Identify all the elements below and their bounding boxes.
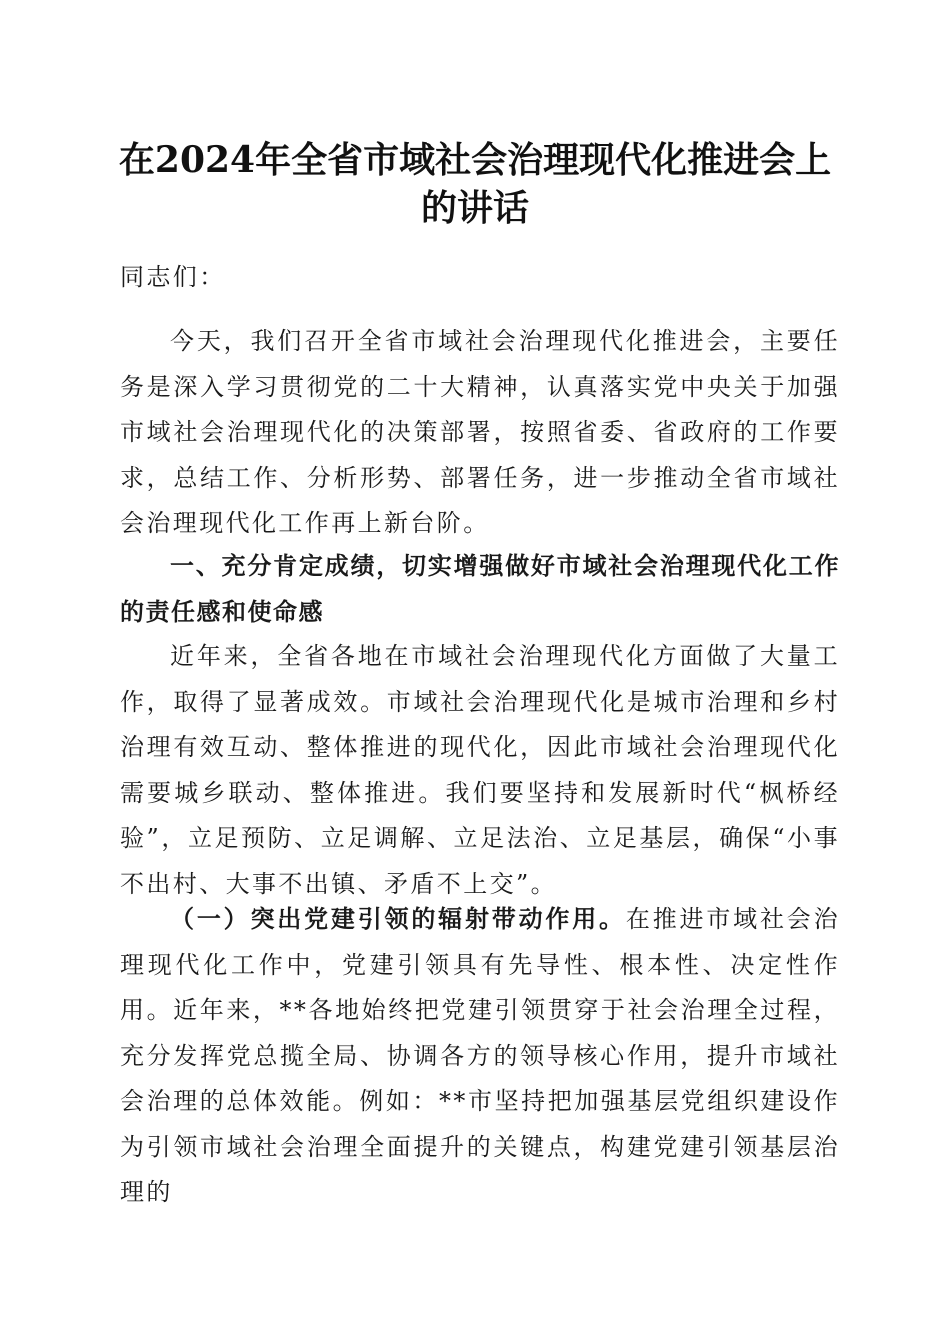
document-title-line-2: 的讲话 xyxy=(420,187,529,229)
section-1-paragraph: 近年来，全省各地在市域社会治理现代化方面做了大量工作，取得了显著成效。市域社会治理现代化是城市治理和乡村治理有效互动、整体推进的现代化，因此市域社会治理现代化需要城乡联动、整体推进。我们要坚持和发展新时代“枫桥经验”，立足预防、立足调解、立足法治、立足基层，确保“小事不出村、大事不出镇、矛盾不上交”。 xyxy=(120,642,840,898)
section-1-heading: 一、充分肯定成绩，切实增强做好市域社会治理现代化工作的责任感和使命感 xyxy=(120,552,840,626)
greeting: 同志们： xyxy=(120,263,226,291)
subsection-1-heading: （一）突出党建引领的辐射带动作用。 xyxy=(170,904,626,933)
intro-paragraph: 今天，我们召开全省市域社会治理现代化推进会，主要任务是深入学习贯彻党的二十大精神，认真落实党中央关于加强市域社会治理现代化的决策部署，按照省委、省政府的工作要求，总结工作、分析形势、部署任务，进一步推动全省市域社会治理现代化工作再上新台阶。 xyxy=(120,327,840,537)
subsection-1-paragraph xyxy=(120,896,840,1216)
document-title-line-1: 在2024年全省市域社会治理现代化推进会上 xyxy=(118,139,832,181)
subsection-1-body: 在推进市域社会治理现代化工作中，党建引领具有先导性、根本性、决定性作用。近年来，**各地始终把党建引领贯穿于社会治理全过程，充分发挥党总揽全局、协调各方的领导核心作用，提升市域社会治理的总体效能。例如：**市坚持把加强基层党组织建设作为引领市域社会治理全面提升的关键点，构建党建引领基层治理的 xyxy=(120,905,840,1206)
